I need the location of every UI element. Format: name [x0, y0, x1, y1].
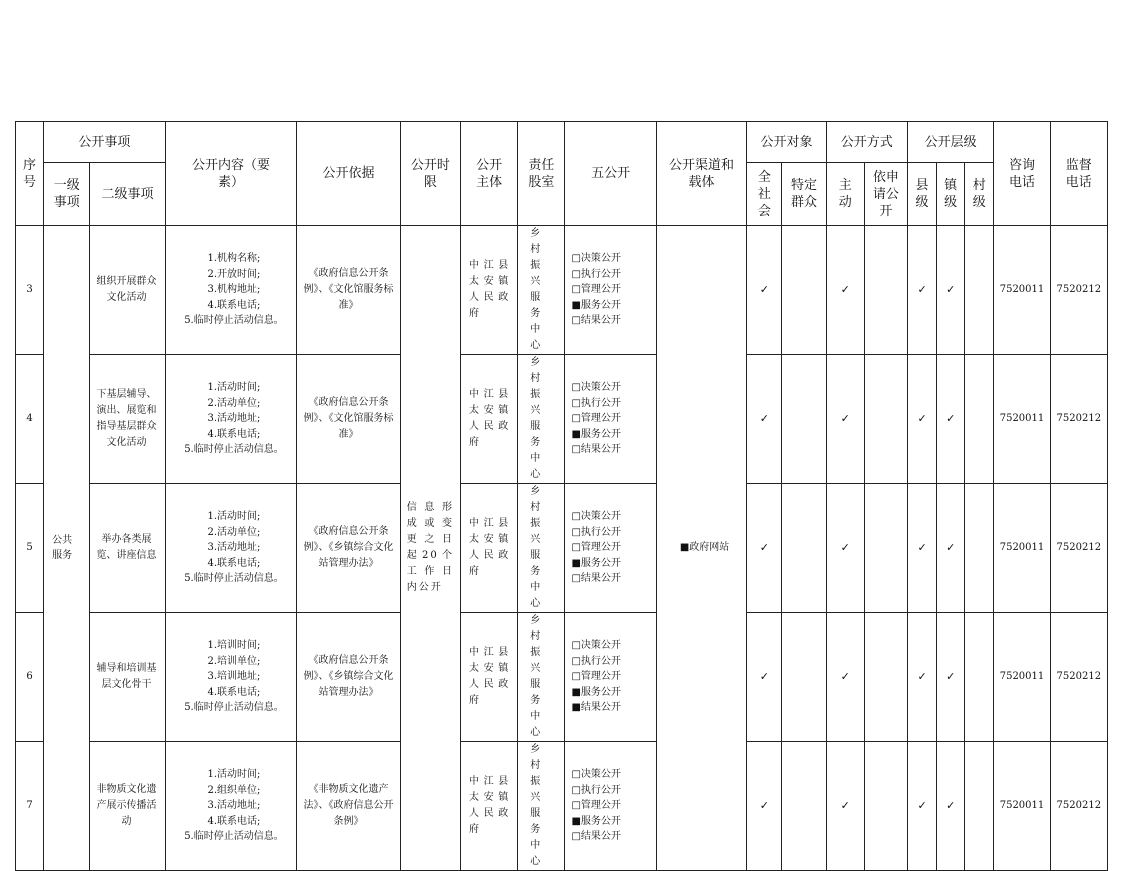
- header-basis: 公开依据: [297, 122, 400, 226]
- cell-level2: 组织开展群众文化活动: [90, 226, 165, 355]
- header-level2: 二级事项: [90, 163, 165, 226]
- content-line: 2.培训单位;: [207, 655, 261, 667]
- five-item: ■服务公开: [571, 428, 621, 440]
- table-row: [16, 355, 1108, 484]
- cell-basis: 《政府信息公开条例》、《文化馆服务标准》: [297, 226, 400, 355]
- content-line: 4.联系电话;: [207, 428, 261, 440]
- header-county: 县级: [908, 163, 937, 226]
- five-item: □决策公开: [571, 382, 621, 394]
- five-item: □决策公开: [571, 511, 621, 523]
- five-item: □执行公开: [571, 655, 621, 667]
- cell-target-all: ✓: [747, 484, 782, 613]
- header-consult: 咨询电话: [994, 122, 1050, 226]
- content-line: 4.联系电话;: [207, 686, 261, 698]
- cell-subject: 中江县太安镇人民政府: [461, 613, 518, 742]
- header-method-active: 主动: [826, 163, 864, 226]
- five-item: □执行公开: [571, 397, 621, 409]
- cell-level1: 公共服务: [44, 226, 90, 871]
- cell-content: [165, 742, 297, 871]
- content-line: 1.活动时间;: [207, 382, 261, 394]
- cell-level2: 下基层辅导、演出、展览和指导基层群众文化活动: [90, 355, 165, 484]
- cell-town: ✓: [937, 742, 965, 871]
- content-line: 2.活动单位;: [207, 397, 261, 409]
- content-line: 5.临时停止活动信息。: [184, 444, 284, 456]
- five-item: □管理公开: [571, 800, 621, 812]
- cell-seq: 4: [16, 355, 44, 484]
- cell-five: [565, 355, 656, 484]
- cell-content: [165, 226, 297, 355]
- header-five: 五公开: [565, 122, 656, 226]
- content-line: 3.机构地址;: [207, 284, 261, 296]
- content-line: 3.活动地址;: [207, 542, 261, 554]
- content-line: 4.联系电话;: [207, 815, 261, 827]
- five-item: □结果公开: [571, 315, 621, 327]
- five-item: ■服务公开: [571, 815, 621, 827]
- cell-seq: 5: [16, 484, 44, 613]
- cell-county: ✓: [908, 226, 937, 355]
- cell-target-all: ✓: [747, 226, 782, 355]
- cell-method-apply: [864, 484, 907, 613]
- cell-method-apply: [864, 355, 907, 484]
- cell-method-active: ✓: [826, 484, 864, 613]
- header-channel: 公开渠道和载体: [656, 122, 746, 226]
- header-content: 公开内容（要素）: [165, 122, 297, 226]
- content-line: 4.联系电话;: [207, 299, 261, 311]
- cell-basis: 《非物质文化遗产法》、《政府信息公开条例》: [297, 742, 400, 871]
- cell-consult: 7520011: [994, 226, 1050, 355]
- cell-consult: 7520011: [994, 484, 1050, 613]
- five-item: ■结果公开: [571, 702, 621, 714]
- cell-consult: 7520011: [994, 355, 1050, 484]
- cell-subject: 中江县太安镇人民政府: [461, 742, 518, 871]
- content-line: 1.活动时间;: [207, 769, 261, 781]
- disclosure-table: [15, 121, 1108, 871]
- cell-time: 信息形成或变更之日起20个工作日内公开: [400, 226, 460, 871]
- cell-dept: 乡村振兴服务中心: [518, 355, 565, 484]
- five-item: □决策公开: [571, 769, 621, 781]
- header-target-all: 全社会: [747, 163, 782, 226]
- content-line: 4.联系电话;: [207, 557, 261, 569]
- five-item: □管理公开: [571, 413, 621, 425]
- cell-dept: 乡村振兴服务中心: [518, 484, 565, 613]
- cell-village: [965, 226, 994, 355]
- content-line: 2.开放时间;: [207, 268, 261, 280]
- header-method-apply: 依申请公开: [864, 163, 907, 226]
- cell-dept: 乡村振兴服务中心: [518, 226, 565, 355]
- content-line: 2.活动单位;: [207, 526, 261, 538]
- cell-consult: 7520011: [994, 613, 1050, 742]
- cell-method-active: ✓: [826, 226, 864, 355]
- cell-level2: 辅导和培训基层文化骨干: [90, 613, 165, 742]
- five-item: ■服务公开: [571, 299, 621, 311]
- content-line: 3.活动地址;: [207, 800, 261, 812]
- five-item: □管理公开: [571, 671, 621, 683]
- cell-consult: 7520011: [994, 742, 1050, 871]
- table-row: [16, 484, 1108, 613]
- cell-five: [565, 613, 656, 742]
- cell-five: [565, 226, 656, 355]
- cell-town: ✓: [937, 355, 965, 484]
- cell-village: [965, 355, 994, 484]
- cell-county: ✓: [908, 613, 937, 742]
- five-item: □结果公开: [571, 831, 621, 843]
- content-line: 5.临时停止活动信息。: [184, 573, 284, 585]
- cell-target-specific: [782, 613, 826, 742]
- cell-seq: 7: [16, 742, 44, 871]
- five-item: □管理公开: [571, 284, 621, 296]
- content-line: 5.临时停止活动信息。: [184, 831, 284, 843]
- five-item: □执行公开: [571, 784, 621, 796]
- header-subject: 公开主体: [461, 122, 518, 226]
- table-body: [16, 226, 1108, 871]
- content-line: 1.机构名称;: [207, 253, 261, 265]
- five-item: □执行公开: [571, 268, 621, 280]
- cell-seq: 3: [16, 226, 44, 355]
- cell-target-all: ✓: [747, 355, 782, 484]
- cell-target-specific: [782, 484, 826, 613]
- cell-town: ✓: [937, 613, 965, 742]
- cell-basis: 《政府信息公开条例》、《乡镇综合文化站管理办法》: [297, 613, 400, 742]
- table-row: [16, 742, 1108, 871]
- cell-seq: 6: [16, 613, 44, 742]
- cell-content: [165, 484, 297, 613]
- content-line: 3.活动地址;: [207, 413, 261, 425]
- five-item: □决策公开: [571, 640, 621, 652]
- cell-content: [165, 355, 297, 484]
- header-target: 公开对象: [747, 122, 826, 163]
- cell-county: ✓: [908, 355, 937, 484]
- cell-subject: 中江县太安镇人民政府: [461, 484, 518, 613]
- cell-target-specific: [782, 742, 826, 871]
- cell-method-apply: [864, 742, 907, 871]
- cell-method-active: ✓: [826, 355, 864, 484]
- cell-target-specific: [782, 226, 826, 355]
- content-line: 5.临时停止活动信息。: [184, 315, 284, 327]
- content-line: 3.培训地址;: [207, 671, 261, 683]
- cell-supervise: 7520212: [1050, 742, 1107, 871]
- cell-method-active: ✓: [826, 742, 864, 871]
- cell-village: [965, 742, 994, 871]
- cell-supervise: 7520212: [1050, 613, 1107, 742]
- header-method: 公开方式: [826, 122, 907, 163]
- header-items: 公开事项: [44, 122, 166, 163]
- five-item: □决策公开: [571, 253, 621, 265]
- cell-basis: 《政府信息公开条例》、《文化馆服务标准》: [297, 355, 400, 484]
- cell-content: [165, 613, 297, 742]
- five-item: □结果公开: [571, 444, 621, 456]
- header-level: 公开层级: [908, 122, 994, 163]
- cell-subject: 中江县太安镇人民政府: [461, 226, 518, 355]
- header-village: 村级: [965, 163, 994, 226]
- cell-method-active: ✓: [826, 613, 864, 742]
- header-dept: 责任股室: [518, 122, 565, 226]
- cell-target-all: ✓: [747, 613, 782, 742]
- five-item: □结果公开: [571, 573, 621, 585]
- cell-town: ✓: [937, 226, 965, 355]
- cell-five: [565, 484, 656, 613]
- table-row: [16, 226, 1108, 355]
- cell-supervise: 7520212: [1050, 355, 1107, 484]
- header-supervise: 监督电话: [1050, 122, 1107, 226]
- cell-supervise: 7520212: [1050, 226, 1107, 355]
- five-item: ■服务公开: [571, 557, 621, 569]
- cell-level2: 举办各类展览、讲座信息: [90, 484, 165, 613]
- cell-five: [565, 742, 656, 871]
- cell-target-specific: [782, 355, 826, 484]
- content-line: 1.活动时间;: [207, 511, 261, 523]
- cell-target-all: ✓: [747, 742, 782, 871]
- header-target-specific: 特定群众: [782, 163, 826, 226]
- header-seq: 序号: [16, 122, 44, 226]
- cell-subject: 中江县太安镇人民政府: [461, 355, 518, 484]
- five-item: ■服务公开: [571, 686, 621, 698]
- header-time: 公开时限: [400, 122, 460, 226]
- five-item: □管理公开: [571, 542, 621, 554]
- cell-level2: 非物质文化遗产展示传播活动: [90, 742, 165, 871]
- cell-village: [965, 613, 994, 742]
- content-line: 2.组织单位;: [207, 784, 261, 796]
- cell-channel: ■政府网站: [656, 226, 746, 871]
- five-item: □执行公开: [571, 526, 621, 538]
- cell-county: ✓: [908, 742, 937, 871]
- header-level1: 一级事项: [44, 163, 90, 226]
- content-line: 5.临时停止活动信息。: [184, 702, 284, 714]
- content-line: 1.培训时间;: [207, 640, 261, 652]
- cell-method-apply: [864, 613, 907, 742]
- cell-method-apply: [864, 226, 907, 355]
- cell-village: [965, 484, 994, 613]
- cell-town: ✓: [937, 484, 965, 613]
- header-town: 镇级: [937, 163, 965, 226]
- cell-supervise: 7520212: [1050, 484, 1107, 613]
- cell-county: ✓: [908, 484, 937, 613]
- table-row: [16, 613, 1108, 742]
- cell-basis: 《政府信息公开条例》、《乡镇综合文化站管理办法》: [297, 484, 400, 613]
- cell-dept: 乡村振兴服务中心: [518, 613, 565, 742]
- cell-dept: 乡村振兴服务中心: [518, 742, 565, 871]
